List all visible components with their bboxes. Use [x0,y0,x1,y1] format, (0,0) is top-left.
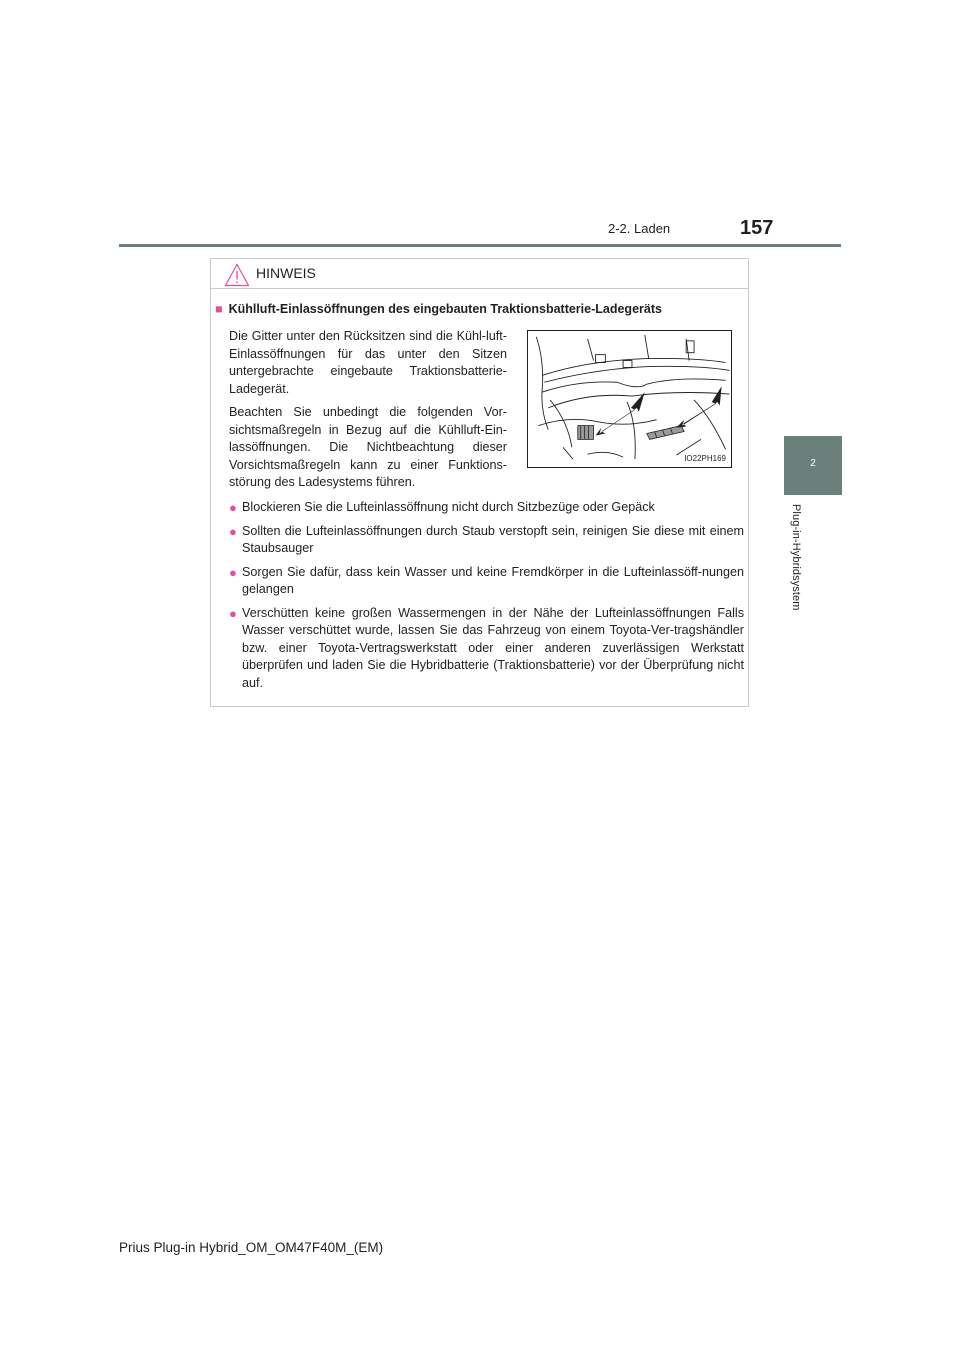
list-item: ● Sollten die Lufteinlassöffnungen durch Staub verstopft sein, reinigen Sie diese mit einem Staubsauger [229,523,744,555]
notice-box [210,258,749,707]
rear-seat-drawing [528,331,731,467]
bullet-dot-icon: ● [229,500,237,515]
page-number: 157 [740,217,774,239]
section-title: 2-2. Laden [608,221,671,236]
bullet-dot-icon: ● [229,605,237,621]
subheading-text: Kühlluft-Einlassöffnungen des eingebauten Traktionsbatterie-Ladegeräts [228,302,662,316]
chapter-number: 2 [810,458,816,469]
list-item: ● Sorgen Sie dafür, dass kein Wasser und keine Fremdkörper in die Lufteinlassöff-nungen gelangen [229,564,744,596]
square-bullet-icon: ■ [215,302,223,316]
bullet-dot-icon: ● [229,564,237,580]
figure-label: IO22PH169 [684,454,726,463]
bullet-dot-icon: ● [229,523,237,539]
precaution-list [229,499,744,698]
warning-triangle-icon [224,263,250,287]
notice-header [211,259,748,289]
list-item: ● Blockieren Sie die Lufteinlassöffnung nicht durch Sitzbezüge oder Gepäck [229,500,655,515]
notice-title: HINWEIS [256,265,316,281]
rear-seat-illustration [527,330,732,468]
chapter-tab [784,436,842,495]
footer-document-id: Prius Plug-in Hybrid_OM_OM47F40M_(EM) [119,1240,384,1255]
header-rule [119,244,841,247]
paragraph-description: Die Gitter unter den Rücksitzen sind die Kühl-luft-Einlassöffnungen für das unter den Sitzen untergebrachte eingebaute Traktionsbatterie-Ladegerät. [229,329,507,396]
chapter-label: Plug-in-Hybridsystem [790,504,802,611]
list-item: ● Verschütten keine großen Wassermengen in der Nähe der Lufteinlassöffnungen Falls Wasser verschüttet wurde, lassen Sie das Fahrzeug von einem Toyota-Ver-tragshändler bzw. einer Toyota-Vertragswerkstatt oder einer anderen zuverlässigen Werkstatt überprüfen und laden Sie die Hybridbatterie (Traktionsbatterie) vor der Überprüfung nicht auf. [229,605,744,690]
notice-subheading [215,301,662,317]
paragraph-precautions: Beachten Sie unbedingt die folgenden Vor-sichtsmaßregeln in Bezug auf die Kühlluft-Ein-lassöffnungen. Die Nichtbeachtung dieser Vorsichtsmaßregeln kann zu einer Funktions-störung des Ladesystems führen. [229,405,507,489]
